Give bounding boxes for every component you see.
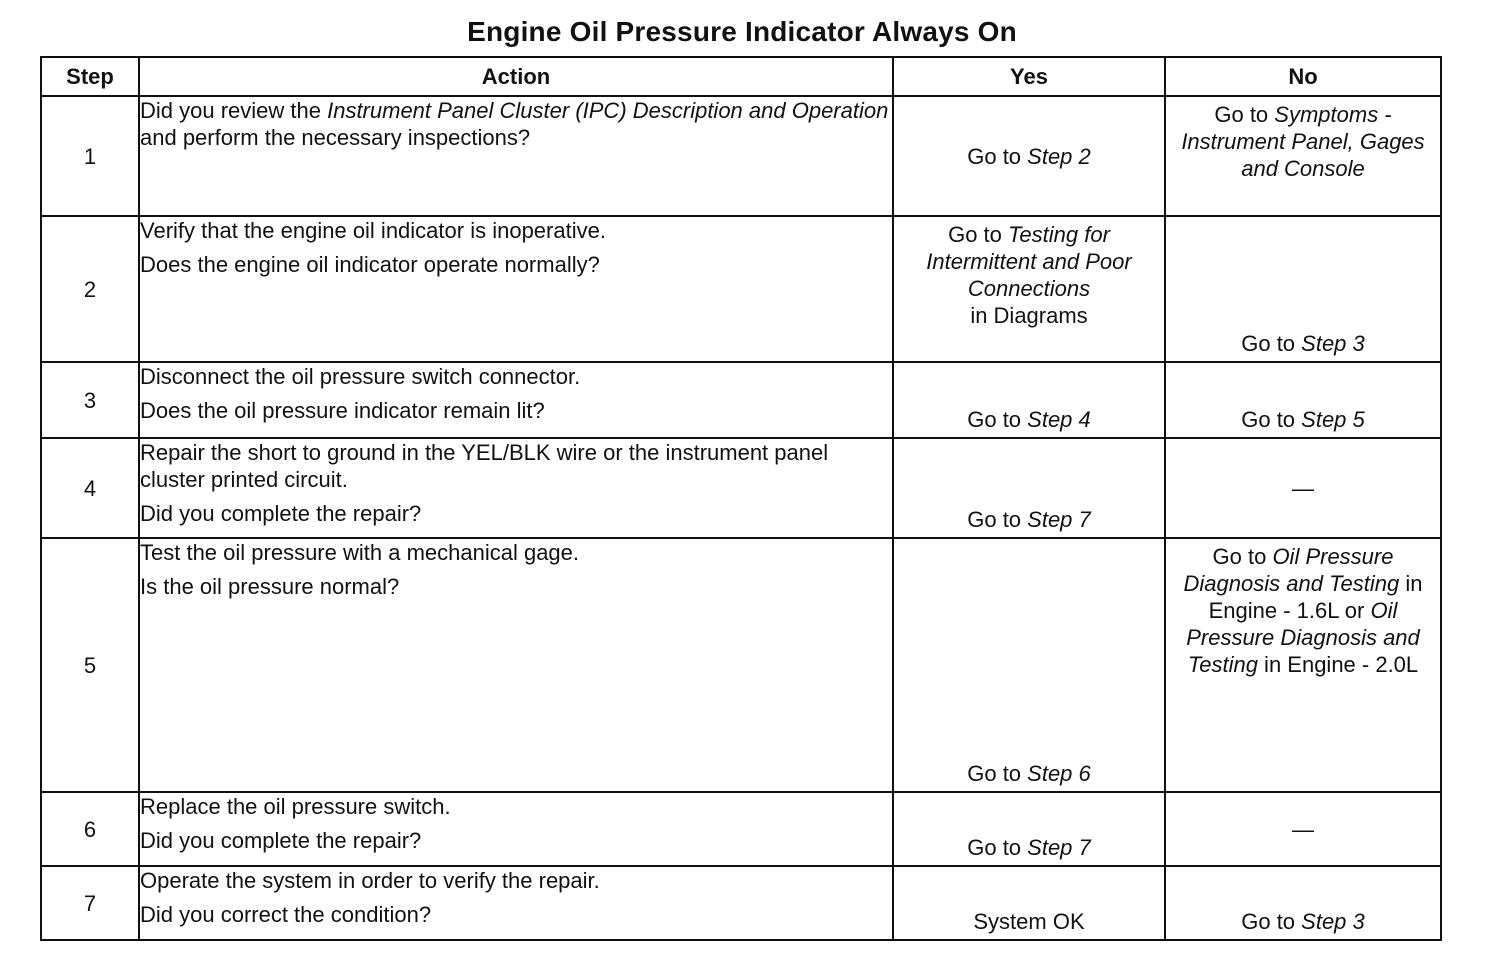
action-text: Did you review the Instrument Panel Cluster (IPC) Description and Operation and perform the necessary inspections? xyxy=(140,98,889,150)
action-question: Did you correct the condition? xyxy=(140,902,432,927)
action-text: Disconnect the oil pressure switch connector. xyxy=(140,364,581,389)
table-row xyxy=(41,538,1441,792)
diagnostic-table xyxy=(40,56,1442,941)
header-no: No xyxy=(1165,57,1441,96)
action-cell xyxy=(139,792,893,866)
step-number: 3 xyxy=(41,362,139,438)
action-question: Does the oil pressure indicator remain lit? xyxy=(140,398,545,423)
header-step: Step xyxy=(41,57,139,96)
action-question: Does the engine oil indicator operate normally? xyxy=(140,252,600,277)
table-row xyxy=(41,96,1441,216)
no-cell: Go to Oil Pressure Diagnosis and Testing in Engine - 1.6L or Oil Pressure Diagnosis and Testing in Engine - 2.0L xyxy=(1165,538,1441,792)
action-question: Did you complete the repair? xyxy=(140,501,422,526)
step-number: 4 xyxy=(41,438,139,538)
no-cell: — xyxy=(1165,438,1441,538)
yes-cell: Go to Step 7 xyxy=(893,792,1165,866)
yes-cell: Go to Step 7 xyxy=(893,438,1165,538)
action-cell xyxy=(139,438,893,538)
yes-cell: System OK xyxy=(893,866,1165,940)
action-cell xyxy=(139,538,893,792)
no-cell: Go to Step 3 xyxy=(1165,866,1441,940)
action-cell xyxy=(139,96,893,216)
action-cell xyxy=(139,866,893,940)
action-question: Is the oil pressure normal? xyxy=(140,574,400,599)
page-title: Engine Oil Pressure Indicator Always On xyxy=(467,16,1017,47)
action-cell xyxy=(139,216,893,362)
table-row xyxy=(41,438,1441,538)
header-yes: Yes xyxy=(893,57,1165,96)
table-row xyxy=(41,216,1441,362)
yes-cell: Go to Testing for Intermittent and Poor Connections in Diagrams xyxy=(893,216,1165,362)
yes-cell: Go to Step 2 xyxy=(893,96,1165,216)
action-text: Operate the system in order to verify the repair. xyxy=(140,868,600,893)
step-number: 6 xyxy=(41,792,139,866)
no-cell: Go to Step 5 xyxy=(1165,362,1441,438)
action-text: Verify that the engine oil indicator is inoperative. xyxy=(140,218,606,243)
no-cell: Go to Step 3 xyxy=(1165,216,1441,362)
yes-cell: Go to Step 6 xyxy=(893,538,1165,792)
table-row xyxy=(41,362,1441,438)
yes-cell: Go to Step 4 xyxy=(893,362,1165,438)
action-question: Did you complete the repair? xyxy=(140,828,422,853)
table-header-row xyxy=(41,57,1441,96)
step-number: 1 xyxy=(41,96,139,216)
header-action: Action xyxy=(139,57,893,96)
table-row xyxy=(41,866,1441,940)
table-row xyxy=(41,792,1441,866)
step-number: 7 xyxy=(41,866,139,940)
step-number: 5 xyxy=(41,538,139,792)
action-text: Repair the short to ground in the YEL/BLK wire or the instrument panel cluster printed circuit. xyxy=(140,440,829,492)
action-text: Test the oil pressure with a mechanical gage. xyxy=(140,540,580,565)
no-cell: Go to Symptoms - Instrument Panel, Gages and Console xyxy=(1165,96,1441,216)
no-cell: — xyxy=(1165,792,1441,866)
step-number: 2 xyxy=(41,216,139,362)
action-text: Replace the oil pressure switch. xyxy=(140,794,451,819)
action-cell xyxy=(139,362,893,438)
